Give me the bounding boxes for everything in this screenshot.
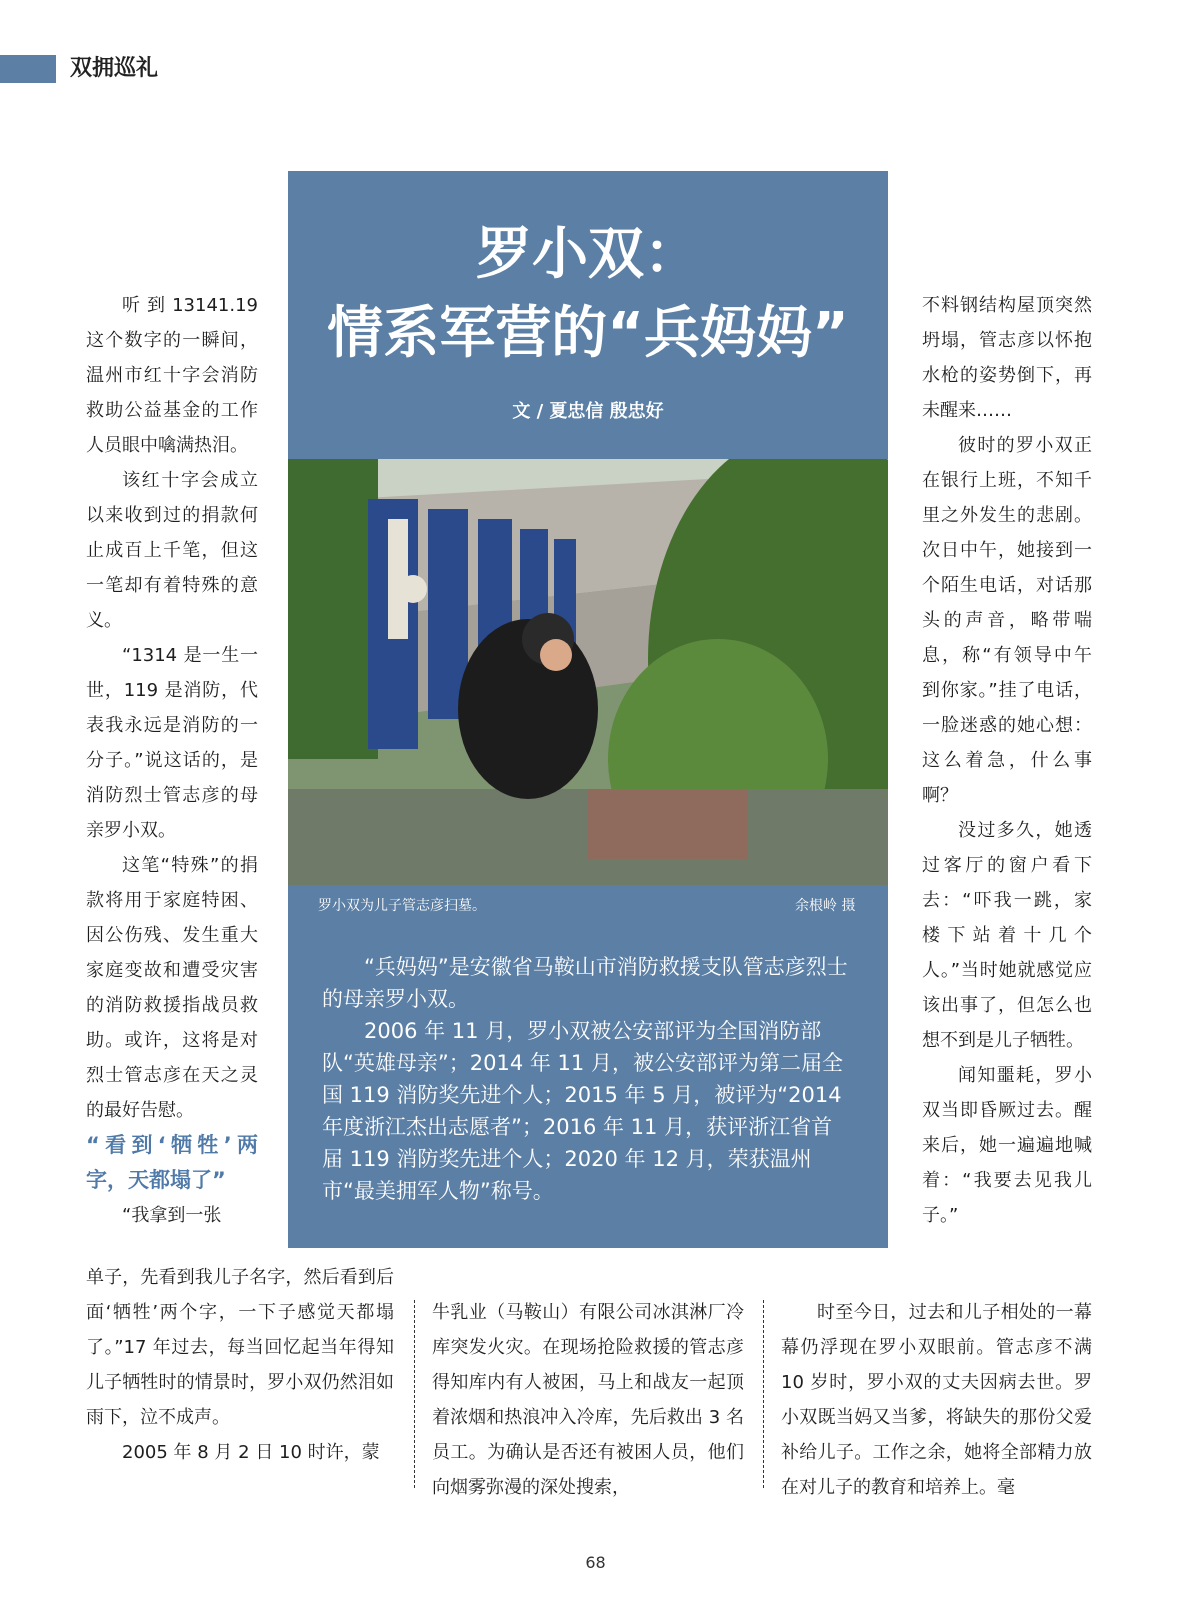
left-column [86, 288, 258, 1233]
article-photo [288, 459, 888, 885]
article-title-line1: 罗小双： [476, 222, 700, 287]
page-number: 68 [585, 1553, 606, 1572]
body-paragraph: 2005 年 8 月 2 日 10 时许，蒙 [122, 1442, 380, 1463]
bottom-middle-column [432, 1295, 744, 1505]
section-subheading: “看到‘牺牲’两字，天都塌了” [86, 1133, 258, 1192]
body-paragraph: 时至今日，过去和儿子相处的一幕幕仍浮现在罗小双眼前。管志彦不满 10 岁时，罗小双的丈夫因病去世。罗小双既当妈又当爹，将缺失的那份父爱补给儿子。工作之余，她将全部精力放在对儿子的教育和培养上。毫 [781, 1302, 1092, 1498]
section-label: 双拥巡礼 [70, 56, 159, 81]
body-paragraph: 这笔“特殊”的捐款将用于家庭特困、因公伤残、发生重大家庭变故和遭受灾害的消防救援指战员救助。或许，这将是对烈士管志彦在天之灵的最好告慰。 [86, 855, 258, 1121]
body-paragraph: 牛乳业（马鞍山）有限公司冰淇淋厂冷库突发火灾。在现场抢险救援的管志彦得知库内有人被困，马上和战友一起顶着浓烟和热浪冲入冷库，先后救出 3 名员工。为确认是否还有被困人员，他们向烟雾弥漫的深处搜索， [432, 1302, 744, 1498]
bottom-left-column [86, 1260, 394, 1470]
body-paragraph: “1314 是一生一世，119 是消防，代表我永远是消防的一分子。”说这话的，是消防烈士管志彦的母亲罗小双。 [86, 645, 258, 841]
column-divider [763, 1300, 764, 1488]
section-color-bar [0, 55, 56, 83]
body-paragraph: 没过多久，她透过客厅的窗户看下去：“吓我一跳，家楼下站着十几个人。”当时她就感觉应该出事了，但怎么也想不到是儿子牺牲。 [922, 820, 1092, 1051]
body-paragraph: 单子，先看到我儿子名字，然后看到后面‘牺牲’两个字，一下子感觉天都塌了。”17 年过去，每当回忆起当年得知儿子牺牲时的情景时，罗小双仍然泪如雨下，泣不成声。 [86, 1267, 394, 1428]
memorial-photo-illustration [288, 459, 888, 885]
intro-text [322, 951, 852, 1207]
photo-credit: 余根岭 摄 [795, 898, 856, 914]
photo-caption: 罗小双为儿子管志彦扫墓。 [318, 898, 486, 914]
article-title-line2: 情系军营的“兵妈妈” [327, 301, 849, 366]
intro-paragraph: 2006 年 11 月，罗小双被公安部评为全国消防部队“英雄母亲”；2014 年 11 月，被公安部评为第二届全国 119 消防奖先进个人；2015 年 5 月，被评为“2014 年度浙江杰出志愿者”；2016 年 11 月，获评浙江省首届 119 消防奖先进个人；2020 年 12 月，荣获温州市“最美拥军人物”称号。 [322, 1019, 843, 1203]
bottom-right-column [781, 1295, 1092, 1505]
body-paragraph: 闻知噩耗，罗小双当即昏厥过去。醒来后，她一遍遍地喊着：“我要去见我儿子。” [922, 1065, 1092, 1226]
body-paragraph: 听到13141.19这个数字的一瞬间，温州市红十字会消防救助公益基金的工作人员眼中噙满热泪。 [86, 295, 258, 456]
byline: 文 / 夏忠信 殷忠好 [512, 401, 664, 422]
body-paragraph: 该红十字会成立以来收到过的捐款何止成百上千笔，但这一笔却有着特殊的意义。 [86, 470, 258, 631]
body-paragraph: “我拿到一张 [122, 1205, 222, 1226]
body-paragraph: 不料钢结构屋顶突然坍塌，管志彦以怀抱水枪的姿势倒下，再未醒来…… [922, 295, 1092, 421]
right-column [922, 288, 1092, 1233]
body-paragraph: 彼时的罗小双正在银行上班，不知千里之外发生的悲剧。次日中午，她接到一个陌生电话，对话那头的声音，略带喘息，称“有领导中午到你家。”挂了电话，一脸迷惑的她心想：这么着急，什么事啊？ [922, 435, 1092, 806]
column-divider [414, 1300, 415, 1488]
intro-paragraph: “兵妈妈”是安徽省马鞍山市消防救援支队管志彦烈士的母亲罗小双。 [322, 955, 848, 1011]
